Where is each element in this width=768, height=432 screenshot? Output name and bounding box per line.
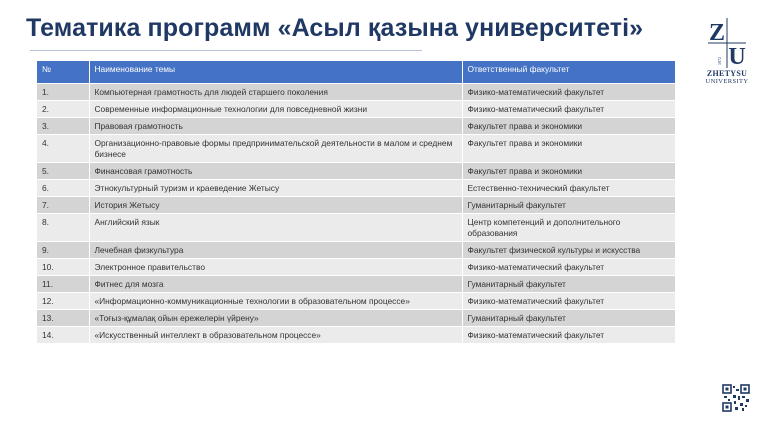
row-faculty: Физико-математический факультет	[462, 327, 675, 344]
table-row	[37, 242, 675, 259]
row-topic: Правовая грамотность	[89, 118, 462, 135]
row-faculty: Физико-математический факультет	[462, 101, 675, 118]
row-number: 5.	[37, 163, 89, 180]
zu-emblem-icon	[706, 16, 748, 70]
row-topic: Этнокультурный туризм и краеведение Жетысу	[89, 180, 462, 197]
table-header-row	[37, 61, 675, 84]
row-number: 1.	[37, 84, 89, 101]
svg-text:Z: Z	[708, 20, 726, 46]
row-number: 2.	[37, 101, 89, 118]
row-number: 8.	[37, 214, 89, 242]
header-topic: Наименование темы	[89, 61, 462, 84]
table-row	[37, 118, 675, 135]
row-number: 12.	[37, 293, 89, 310]
table-row	[37, 276, 675, 293]
row-topic: Современные информационные технологии для повседневной жизни	[89, 101, 462, 118]
row-number: 4.	[37, 135, 89, 163]
logo-line-2: UNIVERSITY	[705, 78, 749, 85]
table-row	[37, 293, 675, 310]
row-number: 10.	[37, 259, 89, 276]
row-faculty: Факультет права и экономики	[462, 118, 675, 135]
row-number: 6.	[37, 180, 89, 197]
table-row	[37, 180, 675, 197]
row-number: 7.	[37, 197, 89, 214]
programs-table	[37, 61, 676, 343]
row-faculty: Физико-математический факультет	[462, 84, 675, 101]
table-row	[37, 259, 675, 276]
row-number: 13.	[37, 310, 89, 327]
row-faculty: Факультет права и экономики	[462, 163, 675, 180]
svg-text:1972: 1972	[717, 57, 722, 65]
row-topic: Английский язык	[89, 214, 462, 242]
row-faculty: Гуманитарный факультет	[462, 310, 675, 327]
table-row	[37, 214, 675, 242]
qr-code-icon	[722, 384, 750, 412]
row-faculty: Физико-математический факультет	[462, 259, 675, 276]
row-number: 14.	[37, 327, 89, 344]
row-topic: Лечебная физкультура	[89, 242, 462, 259]
row-faculty: Факультет физической культуры и искусства	[462, 242, 675, 259]
header-number: №	[37, 61, 89, 84]
logo-line-1: ZHETYSU	[706, 69, 748, 78]
table-row	[37, 135, 675, 163]
table-row	[37, 163, 675, 180]
row-topic: Финансовая грамотность	[89, 163, 462, 180]
row-faculty: Физико-математический факультет	[462, 293, 675, 310]
row-number: 3.	[37, 118, 89, 135]
page-title: Тематика программ «Асыл қазына университеті»	[26, 14, 644, 42]
row-topic: Компьютерная грамотность для людей старшего поколения	[89, 84, 462, 101]
row-topic: «Информационно-коммуникационные технологии в образовательном процессе»	[89, 293, 462, 310]
university-logo	[700, 16, 754, 94]
row-faculty: Естественно-технический факультет	[462, 180, 675, 197]
table-row	[37, 101, 675, 118]
header-faculty: Ответственный факультет	[462, 61, 675, 84]
svg-text:U: U	[728, 44, 746, 70]
table-row	[37, 327, 675, 344]
table-row	[37, 84, 675, 101]
row-topic: «Искусственный интеллект в образовательном процессе»	[89, 327, 462, 344]
row-topic: Электронное правительство	[89, 259, 462, 276]
row-faculty: Гуманитарный факультет	[462, 197, 675, 214]
row-faculty: Гуманитарный факультет	[462, 276, 675, 293]
row-number: 9.	[37, 242, 89, 259]
row-topic: «Тоғыз-құмалақ ойын ережелерін үйрену»	[89, 310, 462, 327]
row-faculty: Факультет права и экономики	[462, 135, 675, 163]
row-number: 11.	[37, 276, 89, 293]
row-topic: Организационно-правовые формы предпринимательской деятельности в малом и среднем бизнесе	[89, 135, 462, 163]
row-topic: Фитнес для мозга	[89, 276, 462, 293]
title-divider	[30, 50, 422, 51]
table-row	[37, 197, 675, 214]
row-topic: История Жетысу	[89, 197, 462, 214]
table-row	[37, 310, 675, 327]
row-faculty: Центр компетенций и дополнительного образования	[462, 214, 675, 242]
